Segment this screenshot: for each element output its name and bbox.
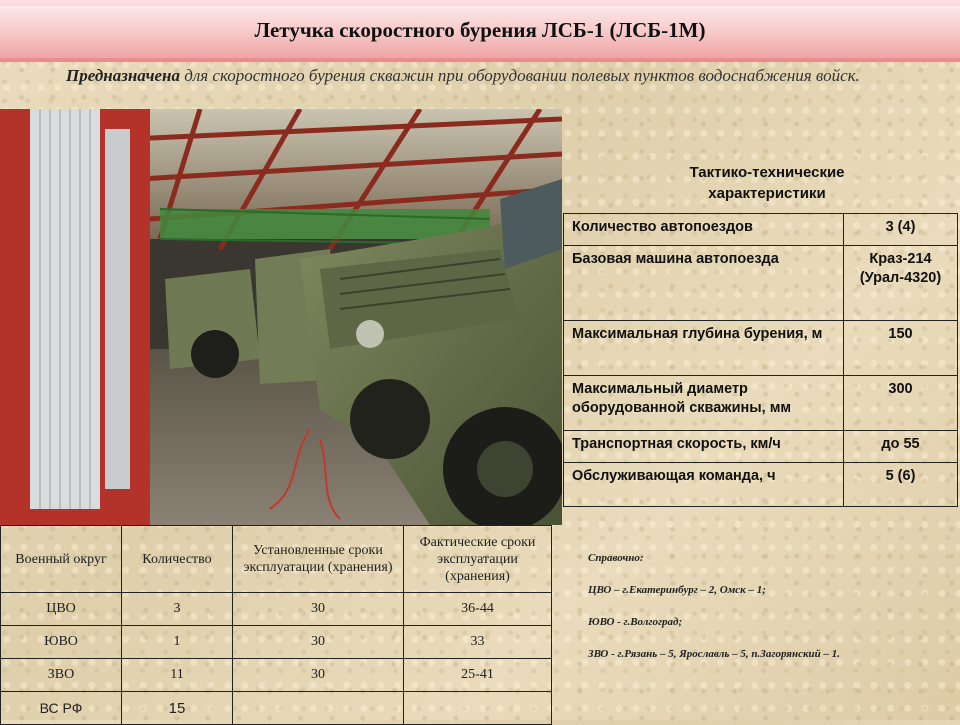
reference-heading: Справочно: bbox=[588, 552, 644, 564]
set-term-cell: 30 bbox=[233, 626, 404, 659]
purpose-paragraph bbox=[10, 66, 950, 86]
specs-value: до 55 bbox=[844, 431, 958, 463]
purpose-text: для скоростного бурения скважин при оборудовании полевых пунктов водоснабжения войск. bbox=[179, 66, 860, 85]
specs-label: Максимальная глубина бурения, м bbox=[564, 321, 844, 376]
table-row bbox=[1, 593, 552, 626]
reference-line: ЦВО – г.Екатеринбург – 2, Омск – 1; bbox=[588, 584, 766, 596]
district-cell: ЦВО bbox=[1, 593, 122, 626]
truck-photo bbox=[0, 109, 562, 525]
reference-line: ЗВО - г.Рязань – 5, Ярославль – 5, п.Загорянский – 1. bbox=[588, 648, 841, 660]
actual-term-cell: 25-41 bbox=[404, 659, 552, 692]
specs-row bbox=[564, 376, 958, 431]
actual-term-cell: 36-44 bbox=[404, 593, 552, 626]
count-cell: 15 bbox=[122, 692, 233, 725]
operations-table bbox=[0, 525, 552, 725]
reference-line: ЮВО - г.Волгоград; bbox=[588, 616, 683, 628]
specs-label: Транспортная скорость, км/ч bbox=[564, 431, 844, 463]
specs-row bbox=[564, 463, 958, 507]
header-count: Количество bbox=[122, 526, 233, 593]
specs-row bbox=[564, 246, 958, 321]
actual-term-cell: 33 bbox=[404, 626, 552, 659]
specs-table bbox=[563, 213, 958, 507]
count-cell: 11 bbox=[122, 659, 233, 692]
header-district: Военный округ bbox=[1, 526, 122, 593]
specs-label: Количество автопоездов bbox=[564, 214, 844, 246]
table-row bbox=[1, 659, 552, 692]
specs-value: Краз-214 (Урал-4320) bbox=[844, 246, 958, 321]
header-set-terms: Установленные сроки эксплуатации (хранения) bbox=[233, 526, 404, 593]
specs-row bbox=[564, 431, 958, 463]
specs-label: Максимальный диаметр оборудованной скважины, мм bbox=[564, 376, 844, 431]
set-term-cell: 30 bbox=[233, 593, 404, 626]
specs-label: Обслуживающая команда, ч bbox=[564, 463, 844, 507]
specs-title: Тактико-технические характеристики bbox=[689, 164, 845, 202]
header-actual-terms: Фактические сроки эксплуатации (хранения) bbox=[404, 526, 552, 593]
purpose-lead: Предназначена bbox=[66, 66, 180, 85]
district-cell: ЮВО bbox=[1, 626, 122, 659]
specs-value: 5 (6) bbox=[844, 463, 958, 507]
specs-value: 150 bbox=[844, 321, 958, 376]
district-cell: ВС РФ bbox=[1, 692, 122, 725]
specs-label: Базовая машина автопоезда bbox=[564, 246, 844, 321]
specs-row bbox=[564, 321, 958, 376]
page-title: Летучка скоростного бурения ЛСБ-1 (ЛСБ-1М) bbox=[254, 18, 706, 42]
table-row bbox=[1, 626, 552, 659]
operations-header-row bbox=[1, 526, 552, 593]
specs-value: 300 bbox=[844, 376, 958, 431]
specs-row bbox=[564, 214, 958, 246]
district-cell: ЗВО bbox=[1, 659, 122, 692]
count-cell: 3 bbox=[122, 593, 233, 626]
specs-value: 3 (4) bbox=[844, 214, 958, 246]
count-cell: 1 bbox=[122, 626, 233, 659]
set-term-cell: 30 bbox=[233, 659, 404, 692]
